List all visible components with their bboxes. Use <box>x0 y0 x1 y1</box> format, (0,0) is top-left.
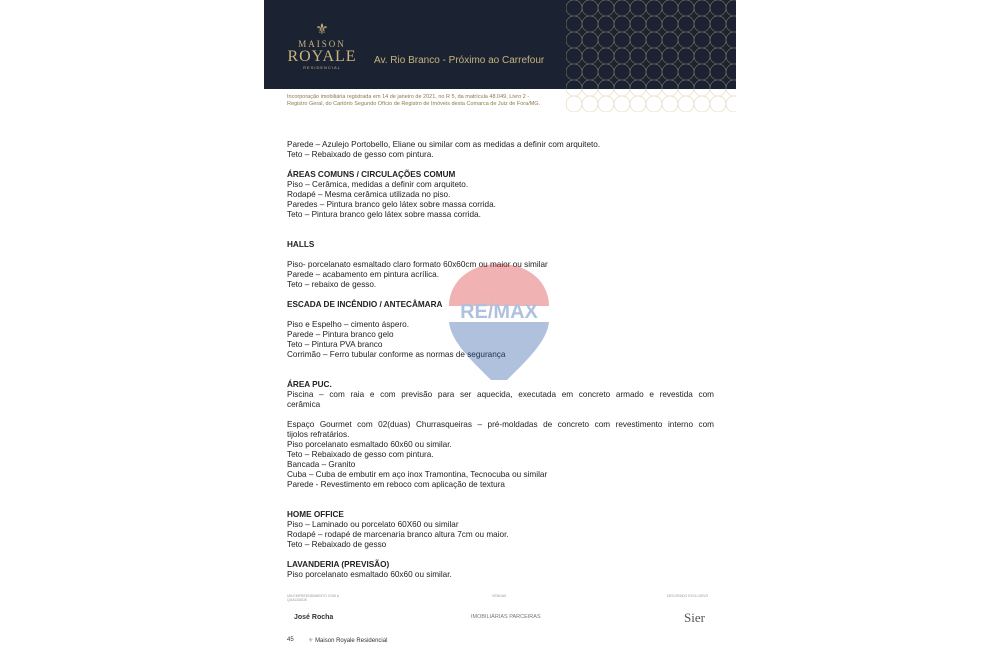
footer-brand-left: José Rocha <box>294 614 334 621</box>
document-page <box>264 0 736 667</box>
text-line: Piso – Laminado ou porcelato 60X60 ou similar <box>287 520 459 529</box>
logo-line1: MAISON <box>298 39 346 49</box>
text-line: Espaço Gourmet com 02(duas) Churrasqueiras – pré-moldadas de concreto com revestimento interno com <box>287 420 714 429</box>
section-title-area-pub: ÁREA PUC. <box>287 380 332 389</box>
text-line: cerâmica <box>287 400 321 409</box>
footer-brand-center: IMOBILIÁRIAS PARCEIRAS <box>471 614 541 620</box>
footer-name <box>308 637 387 644</box>
text-line: Piso – Cerâmica, medidas a definir com arquiteto. <box>287 180 469 189</box>
text-line: Parede – acabamento em pintura acrílica. <box>287 270 440 279</box>
text-line: Teto – Rebaixado de gesso <box>287 540 387 549</box>
page-number: 45 <box>287 637 294 643</box>
section-title-home-office: HOME OFFICE <box>287 510 344 519</box>
text-line: Teto – Pintura branco gelo látex sobre massa corrida. <box>287 210 481 219</box>
text-line: Teto – rebaixo de gesso. <box>287 280 377 289</box>
logo-line2: ROYALE <box>287 48 357 65</box>
text-line: Corrimão – Ferro tubular conforme as normas de segurança <box>287 350 506 359</box>
footer-label-center: VENDAS <box>492 594 507 598</box>
text-line: Teto – Pintura PVA branco <box>287 340 383 349</box>
text-line: Paredes – Pintura branco gelo látex sobre massa corrida. <box>287 200 496 209</box>
text-line: Parede – Pintura branco gelo <box>287 330 394 339</box>
footer-brand-right: Sier <box>684 610 705 625</box>
text-line: Cuba – Cuba de embutir em aço inox Tramontina, Tecnocuba ou similar <box>287 470 548 479</box>
maison-royale-logo <box>286 22 358 70</box>
text-line: Rodapé – rodapé de marcenaria branco altura 7cm ou maior. <box>287 530 509 539</box>
footer-label-left: UM EMPREENDIMENTO COM A QUALIDADE <box>287 594 339 602</box>
fleur-emblem-icon: ⚜ <box>315 21 329 38</box>
header-subtitle: Av. Rio Branco - Próximo ao Carrefour <box>374 55 545 66</box>
registration-note: Incorporação imobiliária registrada em 14 de janeiro de 2021, no R 5, da matrícula 48.049, Livro 2 - Registro Geral, do Cartório Segundo Ofício de Registro de Imóveis desta Comarca de Juiz de Fora/MG. <box>287 94 541 107</box>
footer-label-right: DECORADO EXCLUSIVO <box>667 594 709 598</box>
text-line: Bancada – Granito <box>287 460 356 469</box>
text-line: Piso porcelanato esmaltado 60x60 ou similar. <box>287 570 452 579</box>
fleur-small-icon: ⚜ <box>308 638 314 644</box>
text-line: Piso porcelanato esmaltado 60x60 ou similar. <box>287 440 452 449</box>
section-title-escada: ESCADA DE INCÊNDIO / ANTECÂMARA <box>287 300 443 309</box>
logo-line3: RESIDENCIAL <box>303 65 341 70</box>
text-line: tijolos refratários. <box>287 430 350 439</box>
section-title-areas-comuns: ÁREAS COMUNS / CIRCULAÇÕES COMUM <box>287 170 456 179</box>
text-line: Rodapé – Mesma cerâmica utilizada no piso. <box>287 190 451 199</box>
text-line: Piso e Espelho – cimento áspero. <box>287 320 409 329</box>
text-line: Teto – Rebaixado de gesso com pintura. <box>287 450 434 459</box>
section-title-lavanderia: LAVANDERIA (PREVISÃO) <box>287 560 390 569</box>
footer-name-text: Maison Royale Residencial <box>315 638 388 644</box>
text-line: Piso- porcelanato esmaltado claro formato 60x60cm ou maior ou similar <box>287 260 548 269</box>
svg-text:RE/MAX: RE/MAX <box>460 301 538 323</box>
text-line: Teto – Rebaixado de gesso com pintura. <box>287 150 434 159</box>
text-line: Parede – Azulejo Portobello, Eliane ou similar com as medidas a definir com arquiteto. <box>287 140 601 149</box>
lattice-pattern-icon <box>566 0 736 112</box>
text-line: Piscina – com raia e com previsão para ser aquecida, executada em concreto armado e revestida com <box>287 390 714 399</box>
section-title-halls: HALLS <box>287 240 315 249</box>
remax-balloon-watermark-icon <box>447 262 551 388</box>
text-line: Parede - Revestimento em reboco com aplicação de textura <box>287 480 505 489</box>
